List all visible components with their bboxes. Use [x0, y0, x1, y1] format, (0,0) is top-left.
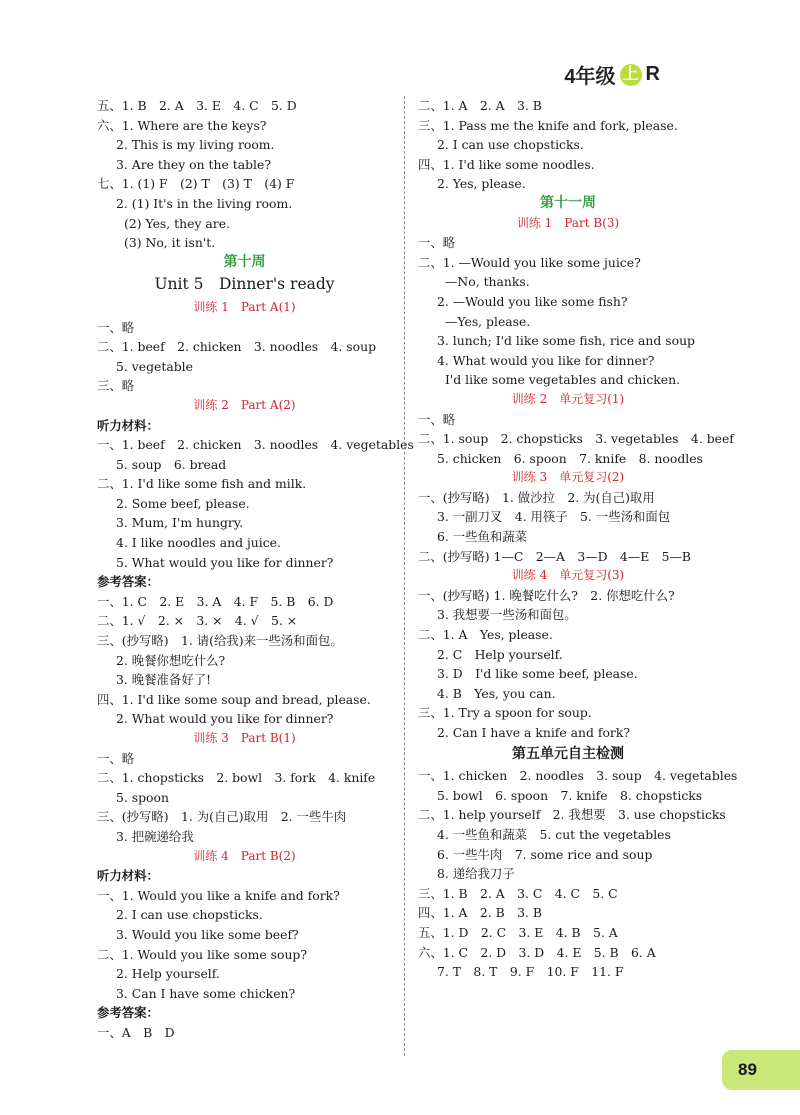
answer-line: 3. Can I have some chicken?: [116, 985, 296, 1001]
answer-line: 8. 递给我刀子: [437, 866, 515, 882]
answer-line: 一、略: [418, 235, 456, 251]
answer-line: 2. What would you like for dinner?: [116, 711, 334, 727]
lesson-subheading: 训练 2 单元复习(1): [511, 391, 625, 406]
lesson-subheading: 训练 4 单元复习(3): [511, 568, 625, 583]
answer-line: 2. —Would you like some fish?: [437, 293, 628, 309]
lesson-subheading: 训练 1 Part A(1): [193, 299, 296, 314]
answer-line: 五、1. B 2. A 3. E 4. C 5. D: [97, 98, 297, 113]
answer-line: 一、略: [97, 750, 135, 766]
answer-line: 2. (1) It's in the living room.: [116, 195, 293, 211]
answer-line: 4. 一些鱼和蔬菜 5. cut the vegetables: [437, 826, 671, 842]
answer-line: 二、1. A 2. A 3. B: [418, 98, 542, 113]
page-number: 89: [738, 1060, 757, 1079]
answer-line: 7. T 8. T 9. F 10. F 11. F: [437, 964, 624, 980]
answer-line: 3. 把碗递给我: [116, 828, 194, 844]
answer-line: 2. C Help yourself.: [437, 646, 563, 662]
lesson-subheading: 训练 1 Part B(3): [516, 215, 620, 230]
right-answer-column: [418, 96, 738, 982]
answer-line: 听力材料：: [97, 868, 159, 884]
lesson-subheading: 训练 3 Part B(1): [193, 731, 296, 745]
answer-line: 二、1. I'd like some fish and milk.: [97, 476, 307, 492]
answer-line: 5. soup 6. bread: [116, 456, 227, 472]
answer-line: 一、(抄写略) 1. 晚餐吃什么? 2. 你想吃什么?: [418, 587, 675, 603]
answer-line: 二、1. chopsticks 2. bowl 3. fork 4. knife: [97, 770, 376, 786]
answer-line: 3. 晚餐准备好了!: [116, 672, 212, 688]
answer-line: 听力材料：: [97, 417, 159, 433]
answer-line: 一、(抄写略) 1. 做沙拉 2. 为(自己)取用: [418, 489, 655, 505]
grade-label: [564, 60, 660, 89]
answer-line: 3. D I'd like some beef, please.: [437, 666, 638, 682]
answer-line: 六、1. C 2. D 3. D 4. E 5. B 6. A: [418, 944, 656, 960]
answer-line: 一、A B D: [97, 1024, 175, 1040]
unit-title: Unit 5 Dinner's ready: [154, 275, 335, 294]
answer-line: —No, thanks.: [445, 274, 530, 290]
answer-line: 6. 一些牛肉 7. some rice and soup: [437, 846, 653, 862]
answer-line: 四、1. I'd like some soup and bread, please.: [97, 691, 371, 707]
answer-line: 2. Yes, please.: [437, 176, 526, 192]
answer-line: 一、1. chicken 2. noodles 3. soup 4. vegetables: [418, 768, 738, 784]
answer-line: 二、1. √ 2. × 3. × 4. √ 5. ×: [97, 613, 298, 629]
answer-line: 参考答案：: [97, 1005, 159, 1021]
answer-line: 2. This is my living room.: [116, 137, 275, 153]
answer-line: 2. Can I have a knife and fork?: [437, 725, 631, 740]
answer-line: I'd like some vegetables and chicken.: [445, 372, 681, 388]
answer-line: 4. What would you like for dinner?: [437, 352, 655, 368]
answer-line: 二、1. help yourself 2. 我想要 3. use chopsticks: [418, 807, 726, 823]
answer-line: 三、(抄写略) 1. 为(自己)取用 2. 一些牛肉: [97, 809, 347, 825]
answer-line: 六、1. Where are the keys?: [97, 117, 267, 133]
left-answer-column: [97, 96, 414, 1043]
answer-line: 2. I can use chopsticks.: [437, 137, 584, 153]
answer-line: 三、(抄写略) 1. 请(给我)来一些汤和面包。: [97, 633, 343, 649]
answer-line: 2. Some beef, please.: [116, 495, 250, 511]
answer-line: 三、略: [97, 378, 135, 394]
answer-line: 5. chicken 6. spoon 7. knife 8. noodles: [437, 450, 703, 466]
column-divider: [404, 96, 405, 1056]
answer-line: 三、1. Try a spoon for soup.: [418, 705, 592, 721]
lesson-subheading: 训练 3 单元复习(2): [511, 470, 625, 485]
answer-line: 6. 一些鱼和蔬菜: [437, 529, 528, 545]
section-heading: 第五单元自主检测: [512, 745, 624, 762]
answer-line: 4. B Yes, you can.: [437, 685, 556, 701]
grade-edition: R: [645, 63, 660, 85]
answer-line: 五、1. D 2. C 3. E 4. B 5. A: [418, 924, 618, 940]
answer-line: 2. 晚餐你想吃什么?: [116, 652, 226, 668]
answer-line: 4. I like noodles and juice.: [116, 535, 281, 551]
answer-line: 三、1. Pass me the knife and fork, please.: [418, 117, 678, 133]
answer-line: 3. Mum, I'm hungry.: [116, 515, 244, 531]
answer-line: 3. Are they on the table?: [116, 156, 271, 172]
answer-line: 二、1. —Would you like some juice?: [418, 254, 641, 270]
answer-line: 二、1. A Yes, please.: [418, 627, 553, 643]
answer-line: 3. 一副刀叉 4. 用筷子 5. 一些汤和面包: [437, 509, 671, 525]
answer-line: 一、1. beef 2. chicken 3. noodles 4. vegetables: [97, 437, 414, 453]
answer-line: 3. lunch; I'd like some fish, rice and soup: [437, 333, 695, 349]
answer-line: 2. Help yourself.: [116, 966, 220, 982]
grade-term-badge: 上: [620, 64, 642, 86]
lesson-subheading: 训练 4 Part B(2): [193, 848, 296, 863]
week-heading: 第十周: [223, 253, 266, 270]
answer-line: 二、(抄写略) 1—C 2—A 3—D 4—E 5—B: [418, 548, 692, 564]
answer-line: 一、略: [97, 319, 135, 335]
answer-line: 二、1. beef 2. chicken 3. noodles 4. soup: [97, 339, 377, 355]
answer-line: 二、1. soup 2. chopsticks 3. vegetables 4. beef: [418, 431, 734, 447]
week-heading: 第十一周: [540, 194, 596, 211]
answer-line: 四、1. I'd like some noodles.: [418, 156, 595, 172]
answer-line: 2. I can use chopsticks.: [116, 907, 263, 923]
answer-line: 3. 我想要一些汤和面包。: [437, 607, 577, 623]
answer-line: 5. vegetable: [116, 358, 193, 374]
answer-line: 5. spoon: [116, 789, 169, 805]
answer-line: 3. Would you like some beef?: [116, 926, 299, 942]
answer-line: 三、1. B 2. A 3. C 4. C 5. C: [418, 885, 618, 901]
answer-line: 二、1. Would you like some soup?: [97, 946, 308, 962]
answer-line: 四、1. A 2. B 3. B: [418, 905, 543, 921]
lesson-subheading: 训练 2 Part A(2): [193, 397, 296, 412]
answer-line: 参考答案：: [97, 574, 159, 590]
answer-line: 5. bowl 6. spoon 7. knife 8. chopsticks: [437, 787, 703, 803]
answer-line: (2) Yes, they are.: [124, 215, 230, 231]
grade-text: 4年级: [564, 66, 616, 88]
answer-line: 七、1. (1) F (2) T (3) T (4) F: [97, 176, 295, 192]
answer-line: 一、1. Would you like a knife and fork?: [97, 887, 340, 903]
answer-line: 一、1. C 2. E 3. A 4. F 5. B 6. D: [97, 593, 334, 609]
page-number-tab: [722, 1050, 800, 1090]
answer-line: —Yes, please.: [445, 313, 531, 329]
answer-line: 一、略: [418, 411, 456, 427]
answer-line: (3) No, it isn't.: [124, 235, 216, 251]
answer-line: 5. What would you like for dinner?: [116, 554, 334, 570]
